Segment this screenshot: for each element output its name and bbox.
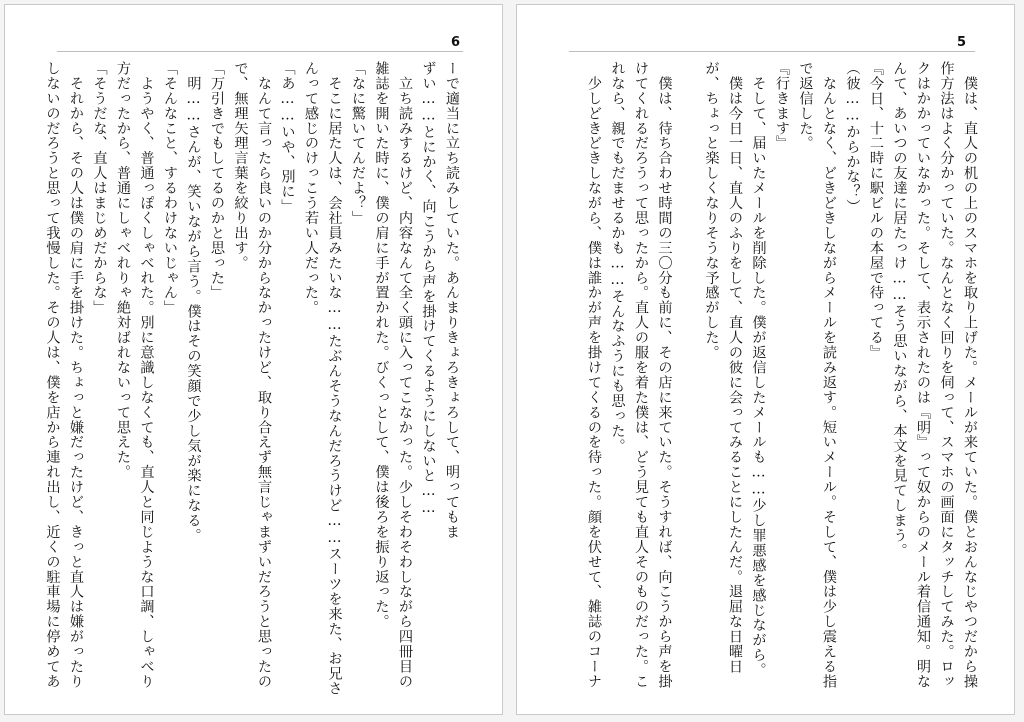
text-line: 「あ……いや、別に」 [279,61,296,215]
text-line: 『今日、十二時に駅ビルの本屋で待ってる』 [868,61,884,360]
text-line: 「そうだな、直人はまじめだからな」 [91,61,108,316]
text-line: ようやく、普通っぽくしゃべれた。別に意識しなくても、直人と同じような口調、しゃべり [138,61,155,689]
text-line: 僕は、直人の机の上のスマホを取り上げた。メールが来ていた。僕とおんなじやつだから操 [962,61,978,689]
text-line: けてくれるだろうって思ったから。直人の服を着た僕は、どう見ても直人そのものだった。こ [633,61,649,689]
text-line: れなら、親でもだませるかも……そんなふうにも思った。 [609,61,626,454]
page-number: 5 [957,35,967,50]
text-line: しないのだろうと思って我慢した。その人は、僕を店から連れ出し、近くの駐車場に停めてあ [44,61,61,689]
header-rule [569,51,975,52]
text-line: 立ち読みするけど、内容なんて全く頭に入ってこなかった。少しそわそわしながら四冊目の [397,61,413,689]
text-line: 雑誌を開いた時に、僕の肩に手が置かれた。びくっとして、僕は後ろを振り返った。 [373,61,390,630]
text-line: 「万引きでもしてるのかと思った」 [209,61,225,301]
text-line: 作方法はよく分かっていた。なんとなく回りを伺って、スマホの画面にタッチしてみた。ロッ [938,61,955,689]
text-line: 僕は今日一日、直人のふりをして、直人の彼に会ってみることにしたんだ。退屈な日曜日 [727,61,743,674]
text-line: 「なに驚いてんだよ？」 [350,61,366,226]
text-line: クはかかっていなかった。そして、表示されたのは『明』って奴からのメール着信通知。明な [915,61,931,689]
text-line: 方だったから、普通にしゃべれりゃ絶対ばれないって思えた。 [115,61,131,480]
text-line: で、無理矢理言葉を絞り出す。 [232,61,249,271]
vertical-text-block [561,61,981,689]
text-line: （彼……からかな？） [844,61,861,215]
text-line: 「そんなこと、するわけないじゃん」 [162,61,178,316]
text-line: そこに居た人は、会社員みたいな……たぶんそうなんだろうけど……スーツを来た、お兄さ [326,61,343,697]
vertical-text-block [43,61,463,697]
text-line: んて、あいつの友達に居たっけ……そう思いながら、本文を見てしまう。 [891,61,908,558]
text-line: 少しどきどきしながら、僕は誰かが声を掛けてくるのを待った。顔を伏せて、雑誌のコーナ [586,61,602,689]
text-line: が、ちょっと楽しくなりそうな予感がした。 [703,61,720,360]
text-line: 僕は、待ち合わせ時間の三〇分も前に、その店に来ていた。そうすれば、向こうから声を掛 [656,61,673,689]
page-right [516,4,1015,715]
text-line: で返信した。 [797,61,814,151]
text-line: なんて言ったら良いのか分からなかったけど、取り合えず無言じゃまずいだろうと思ったの [256,61,272,689]
text-line: んって感じのけっこう若い人だった。 [303,61,319,316]
page-number: 6 [451,35,461,50]
text-line: なんとなく、どきどきしながらメールを読み返す。短いメール。そして、僕は少し震える指 [821,61,837,689]
text-line [676,61,700,681]
text-line: それから、その人は僕の肩に手を掛けた。ちょっと嫌だったけど、きっと直人は嫌がったり [68,61,84,689]
text-line: ずい……とにかく、向こうから声を掛けてくるようにしないと…… [420,61,437,517]
text-line: ーで適当に立ち読みしていた。あんまりきょろきょろして、明ってもま [444,61,460,540]
page-left [4,4,503,715]
text-line: そして、届いたメールを削除した。僕が返信したメールも……少し罪悪感を感じながら。 [750,61,767,678]
text-line: 『行きます』 [774,61,790,151]
text-line: 明……さんが、笑いながら言う。僕はその笑顔で少し気が楽になる。 [185,61,202,543]
header-rule [57,51,463,52]
